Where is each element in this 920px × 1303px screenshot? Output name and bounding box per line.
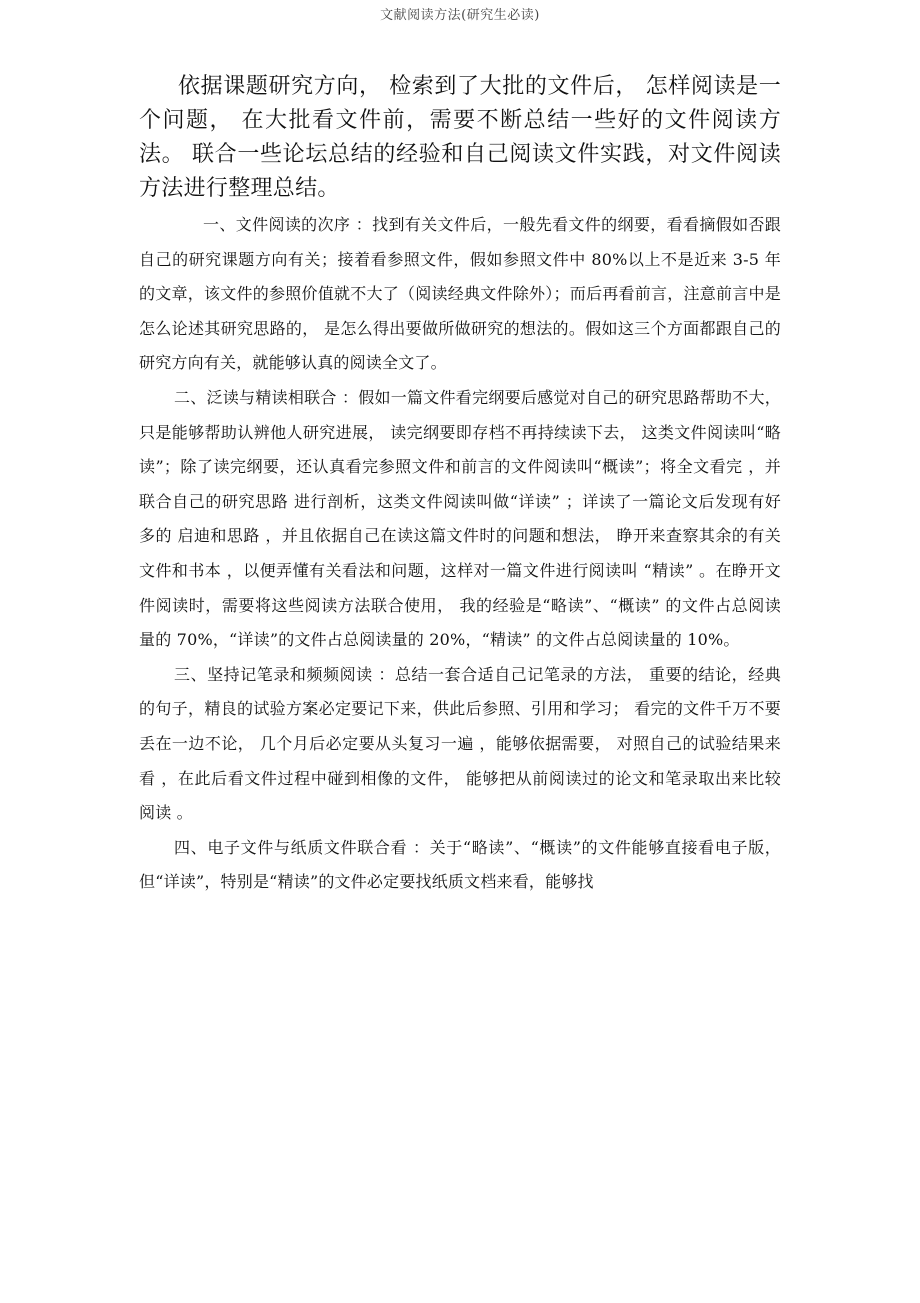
running-header: 文献阅读方法(研究生必读) — [380, 8, 540, 23]
section-reading-order: 一、文件阅读的次序 ：找到有关文件后，一般先看文件的纲要，看看摘假如否跟自己的研究课题方向有关；接着看参照文件，假如参照文件中 80%以上不是近来 3-5 年的文章，该文件的参照价值就不大了（阅读经典文件除外）；而后再看前言，注意前言中是怎么论述其研究思路的， 是怎么得出要做所做研究的想法的。假如这三个方面都跟自己的研究方向有关，就能够认真的阅读全文了。 — [139, 215, 781, 373]
section-electronic-and-paper: 四、电子文件与纸质文件联合看 ：关于“略读”、“概读”的文件能够直接看电子版，但“详读”，特别是“精读”的文件必定要找纸质文档来看，能够找 — [139, 837, 781, 892]
intro-paragraph: 依据课题研究方向， 检索到了大批的文件后， 怎样阅读是一个问题， 在大批看文件前，需要不断总结一些好的文件阅读方法。 联合一些论坛总结的经验和自己阅读文件实践，对文件阅读方法进行整理总结。 — [139, 74, 781, 201]
section-skim-and-intensive: 二、泛读与精读相联合 ：假如一篇文件看完纲要后感觉对自己的研究思路帮助不大，只是能够帮助认辨他人研究进展， 读完纲要即存档不再持续读下去， 这类文件阅读叫“略读”；除了读完纲要，还认真看完参照文件和前言的文件阅读叫“概读”；将全文看完 ，并联合自己的研究思路 进行剖析，这类文件阅读叫做“详读” ；详读了一篇论文后发现有好多的 启迪和思路 ，并且依据自己在读这篇文件时的问题和想法， 睁开来查察其余的有关文件和书本 ，以便弄懂有关看法和问题，这样对一篇文件进行阅读叫 “精读” 。在睁开文件阅读时，需要将这些阅读方法联合使用， 我的经验是“略读”、“概读” 的文件占总阅读量的 70%，“详读”的文件占总阅读量的 20%，“精读” 的文件占总阅读量的 10%。 — [139, 387, 781, 650]
section-notes-and-review: 三、坚持记笔录和频频阅读 ：总结一套合适自己记笔录的方法， 重要的结论，经典的句子，精良的试验方案必定要记下来，供此后参照、引用和学习； 看完的文件千万不要丢在一边不论， 几个月后必定要从头复习一遍 ，能够依据需要， 对照自己的试验结果来看 ，在此后看文件过程中碰到相像的文件， 能够把从前阅读过的论文和笔录取出来比较阅读 。 — [139, 664, 781, 823]
document-body — [139, 70, 781, 900]
